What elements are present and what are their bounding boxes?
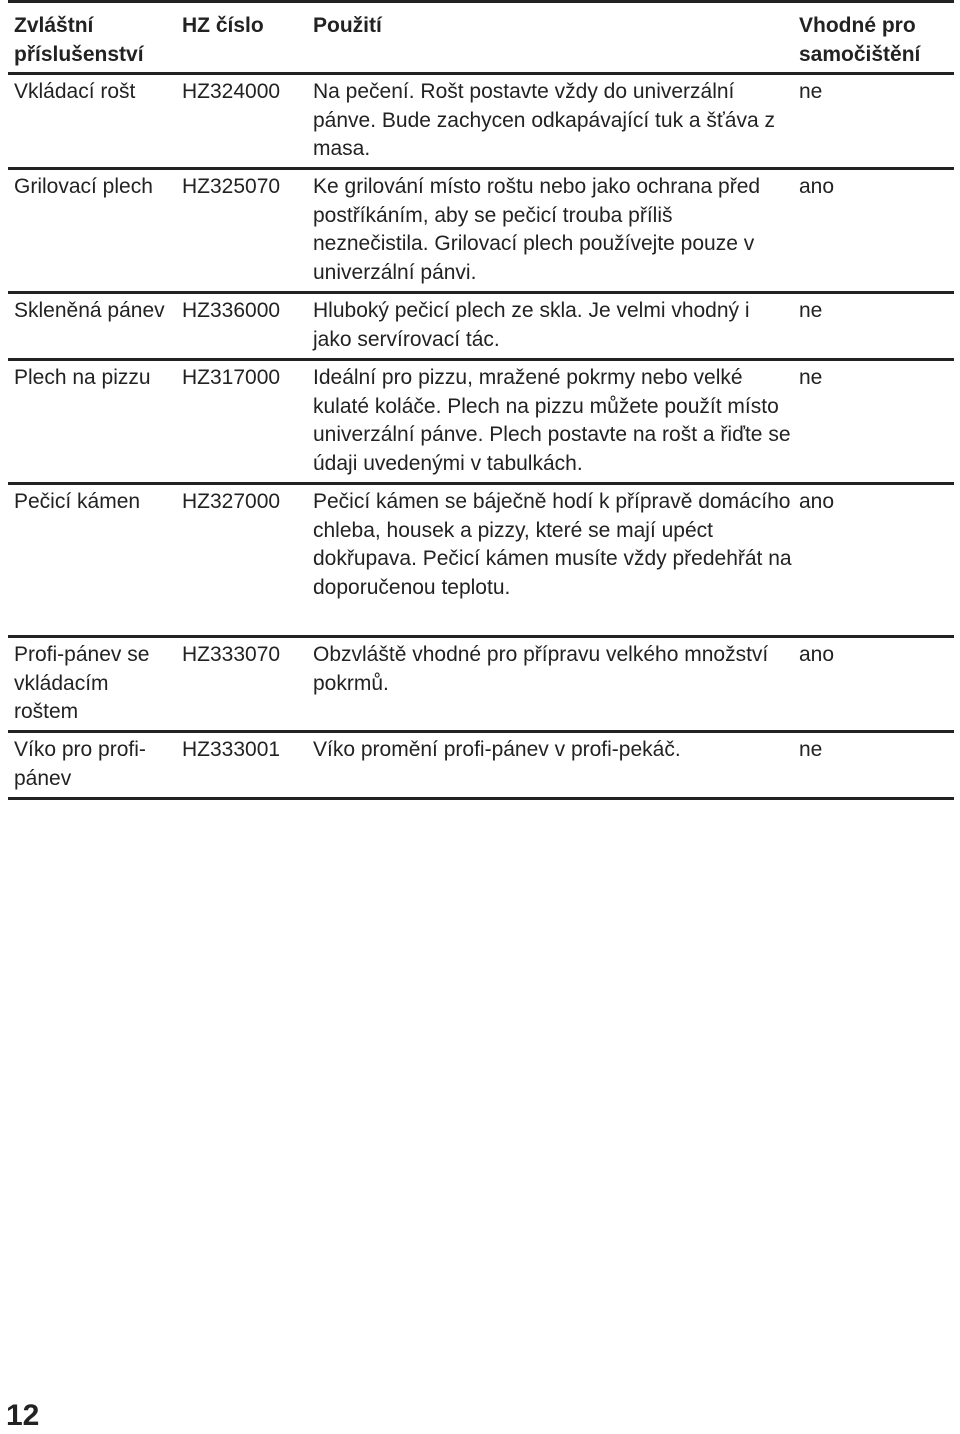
cell-hz-number: HZ336000 xyxy=(176,293,307,360)
cell-self-cleaning: ano xyxy=(793,484,954,637)
cell-hz-number: HZ325070 xyxy=(176,169,307,293)
cell-self-cleaning: ano xyxy=(793,169,954,293)
cell-usage: Víko promění profi-pánev v profi-pekáč. xyxy=(307,732,793,799)
cell-usage: Hluboký pečicí plech ze skla. Je velmi vhodný i jako servírovací tác. xyxy=(307,293,793,360)
cell-self-cleaning: ne xyxy=(793,74,954,169)
cell-accessory: Plech na pizzu xyxy=(8,360,176,484)
table-row xyxy=(8,732,954,799)
cell-accessory: Grilovací plech xyxy=(8,169,176,293)
cell-hz-number: HZ324000 xyxy=(176,74,307,169)
cell-usage: Obzvláště vhodné pro přípravu velkého množství pokrmů. xyxy=(307,637,793,732)
cell-hz-number: HZ317000 xyxy=(176,360,307,484)
header-usage: Použití xyxy=(307,2,793,74)
cell-self-cleaning: ne xyxy=(793,360,954,484)
table-header-row xyxy=(8,2,954,74)
header-accessory: Zvláštní příslušenství xyxy=(8,2,176,74)
header-hz-number: HZ číslo xyxy=(176,2,307,74)
table-row xyxy=(8,169,954,293)
cell-accessory: Skleněná pánev xyxy=(8,293,176,360)
table-row xyxy=(8,484,954,637)
table-row xyxy=(8,637,954,732)
cell-self-cleaning: ano xyxy=(793,637,954,732)
cell-hz-number: HZ333001 xyxy=(176,732,307,799)
cell-usage: Pečicí kámen se báječně hodí k přípravě domácího chleba, housek a pizzy, které se mají upéct dokřupava. Pečicí kámen musíte vždy předehřát na doporučenou teplotu. xyxy=(307,484,793,637)
cell-accessory: Pečicí kámen xyxy=(8,484,176,637)
cell-accessory: Vkládací rošt xyxy=(8,74,176,169)
cell-hz-number: HZ333070 xyxy=(176,637,307,732)
cell-accessory: Víko pro profi-pánev xyxy=(8,732,176,799)
page-number: 12 xyxy=(6,1399,40,1432)
cell-accessory: Profi-pánev se vkládacím roštem xyxy=(8,637,176,732)
cell-usage: Na pečení. Rošt postavte vždy do univerzální pánve. Bude zachycen odkapávající tuk a šťáva z masa. xyxy=(307,74,793,169)
cell-self-cleaning: ne xyxy=(793,732,954,799)
table-row xyxy=(8,360,954,484)
accessories-table xyxy=(8,0,954,800)
header-self-cleaning: Vhodné pro samočištění xyxy=(793,2,954,74)
table-row xyxy=(8,74,954,169)
cell-self-cleaning: ne xyxy=(793,293,954,360)
table-row xyxy=(8,293,954,360)
cell-usage: Ideální pro pizzu, mražené pokrmy nebo velké kulaté koláče. Plech na pizzu můžete použít místo univerzální pánve. Plech postavte na rošt a řiďte se údaji uvedenými v tabulkách. xyxy=(307,360,793,484)
cell-hz-number: HZ327000 xyxy=(176,484,307,637)
cell-usage: Ke grilování místo roštu nebo jako ochrana před postříkáním, aby se pečicí trouba příliš neznečistila. Grilovací plech používejte pouze v univerzální pánvi. xyxy=(307,169,793,293)
